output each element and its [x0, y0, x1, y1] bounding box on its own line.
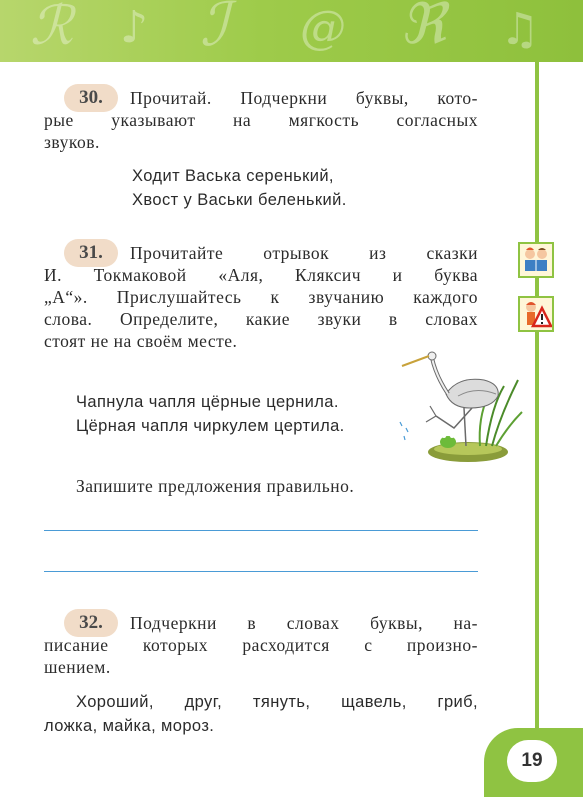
- decor-glyph: ℜ: [400, 0, 446, 57]
- task-line: звуков.: [44, 132, 100, 152]
- attention-sign-icon: [518, 296, 554, 332]
- task-line: шением.: [44, 657, 111, 677]
- sentence-line: Цёрная чапля чиркулем цертила.: [76, 417, 345, 435]
- writing-line[interactable]: [44, 571, 478, 572]
- decor-glyph: ℛ: [30, 0, 74, 57]
- task-line: Прочитайте отрывок из сказки: [130, 243, 478, 263]
- write-prompt: Запишите предложения правильно.: [76, 476, 355, 496]
- task-line: Подчеркни в словах буквы, на-: [130, 613, 478, 633]
- task-line: „А“». Прислушайтесь к звучанию каждого: [44, 287, 478, 307]
- decor-glyph: @: [300, 0, 346, 54]
- writing-line[interactable]: [44, 530, 478, 531]
- task-line: И. Токмаковой «Аля, Кляксич и буква: [44, 265, 478, 285]
- exercise-31-task: [44, 242, 478, 352]
- task-line: Прочитай. Подчеркни буквы, кото-: [130, 88, 478, 108]
- task-line: рые указывают на мягкость согласных: [44, 110, 478, 130]
- decor-glyph: ℐ: [200, 0, 229, 60]
- exercise-32-words: [44, 690, 478, 738]
- task-line: писание которых расходится с произно-: [44, 635, 478, 655]
- task-line: стоят не на своём месте.: [44, 331, 238, 351]
- exercise-number-31: 31.: [64, 239, 118, 267]
- poem-line: Хвост у Васьки беленький.: [132, 191, 347, 209]
- words-line: Хороший, друг, тянуть, щавель, гриб,: [76, 693, 478, 711]
- sentence-line: Чапнула чапля цёрные цернила.: [76, 393, 339, 411]
- task-line: слова. Определите, какие звуки в словах: [44, 309, 478, 329]
- decor-glyph: ♫: [500, 4, 540, 55]
- heron-illustration: [396, 346, 526, 466]
- exercise-number-30: 30.: [64, 84, 118, 112]
- page-number: 19: [507, 740, 557, 782]
- words-line: ложка, майка, мороз.: [44, 717, 215, 735]
- header-band: [0, 0, 583, 62]
- exercise-30-task: [44, 87, 478, 153]
- exercise-number-32: 32.: [64, 609, 118, 637]
- exercise-32-task: [44, 612, 478, 678]
- exercise-30-poem: [132, 164, 347, 212]
- margin-rule: [535, 62, 539, 797]
- poem-line: Ходит Васька серенький,: [132, 167, 334, 185]
- exercise-31-sentences: [76, 390, 345, 438]
- decor-glyph: ♪: [120, 2, 149, 53]
- reading-children-icon: [518, 242, 554, 278]
